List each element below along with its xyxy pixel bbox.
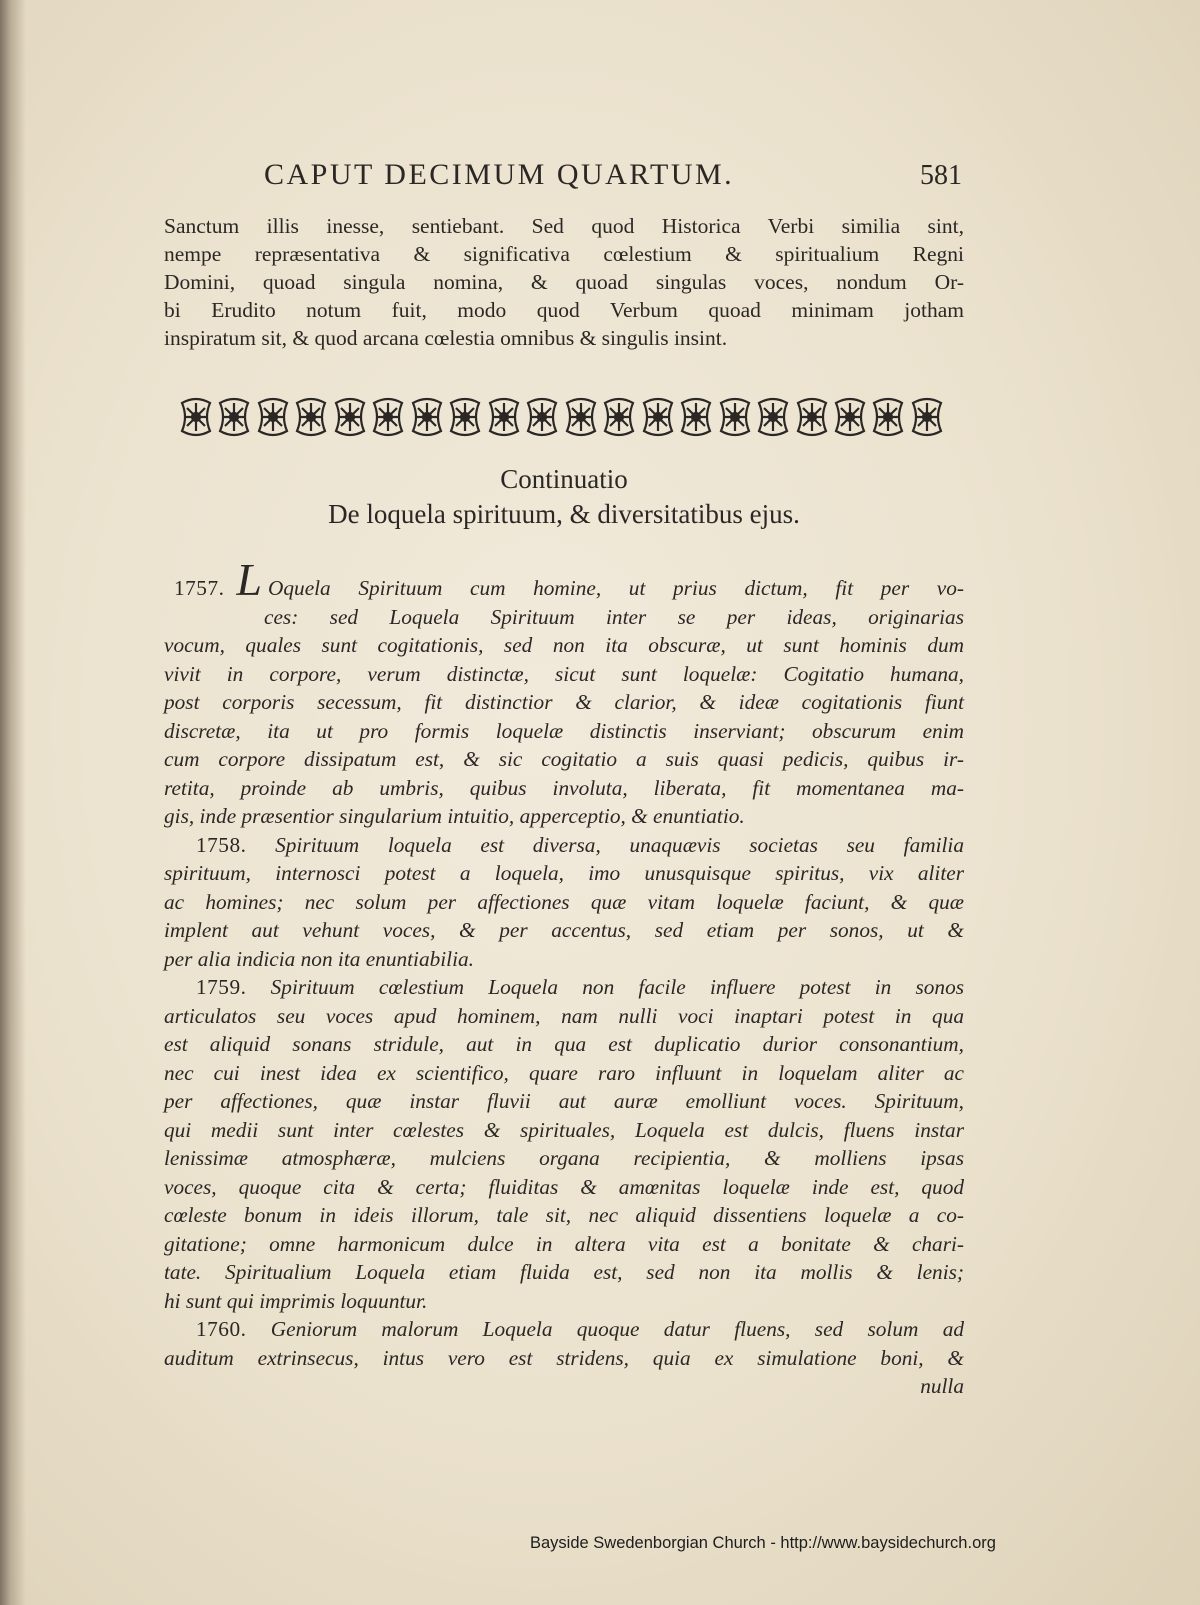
text-line: spirituum, internosci potest a loquela, imo unusquisque spiritus, vix aliter (164, 861, 964, 885)
paragraph-number: 1759. (196, 975, 247, 999)
text-line: per alia indicia non ita enuntiabilia. (164, 946, 474, 971)
text-line: ac homines; nec solum per affectiones quæ vitam loquelæ faciunt, & quæ (164, 889, 964, 914)
running-title: CAPUT DECIMUM QUARTUM. (264, 158, 735, 191)
paragraph-1757 (164, 554, 964, 831)
text-line: discretæ, ita ut pro formis loquelæ distinctis inserviant; obscurum enim (164, 718, 964, 743)
footer-credit: Bayside Swedenborgian Church - http://www.baysidechurch.org (530, 1534, 996, 1552)
paragraph-number: 1758. (196, 832, 247, 857)
text-line: nempe repræsentativa & significativa cœlestium & spiritualium Regni (164, 242, 964, 266)
text-line (164, 831, 964, 860)
text-line: lenissimæ atmosphæræ, mulciens organa recipientia, & molliens ipsas (164, 1146, 964, 1170)
fleuron-icon (409, 397, 445, 437)
text-line: gis, inde præsentior singularium intuitio, apperceptio, & enuntiatio. (164, 804, 745, 828)
line-text: Oquela Spirituum cum homine, ut prius dictum, fit per vo- (268, 576, 964, 600)
book-spine-shadow (0, 0, 26, 1605)
text-line (164, 1315, 964, 1344)
text-line: ces: sed Loquela Spirituum inter se per ideas, originarias (264, 604, 964, 629)
text-line: cum corpore dissipatum est, & sic cogitatio a suis quasi pedicis, quibus ir- (164, 747, 964, 771)
text-line (164, 554, 964, 605)
catchword: nulla (920, 1374, 964, 1398)
line-text: Spirituum cœlestium Loquela non facile influere potest in sonos (270, 975, 965, 999)
text-line: implent aut vehunt voces, & per accentus, sed etiam per sonos, ut & (164, 918, 964, 942)
text-line: hi sunt qui imprimis loquuntur. (164, 1288, 428, 1313)
fleuron-icon (332, 397, 368, 437)
text-line: post corporis secessum, fit distinctior & clarior, & ideæ cogitationis fiunt (164, 690, 964, 714)
carryover-paragraph (164, 212, 964, 352)
line-text: Geniorum malorum Loquela quoque datur fluens, sed solum ad (270, 1317, 964, 1341)
text-line: retita, proinde ab umbris, quibus involuta, liberata, fit momentanea ma- (164, 775, 964, 800)
fleuron-icon (524, 397, 560, 437)
fleuron-icon (640, 397, 676, 437)
text-line: vocum, quales sunt cogitationis, sed non ita obscuræ, ut sunt hominis dum (164, 633, 964, 657)
text-line: Domini, quoad singula nomina, & quoad singulas voces, nondum Or- (164, 270, 964, 294)
fleuron-icon (909, 397, 945, 437)
text-line: voces, quoque cita & certa; fluiditas & amœnitas loquelæ inde est, quod (164, 1174, 964, 1199)
text-line: gitatione; omne harmonicum dulce in altera vita est a bonitate & chari- (164, 1231, 964, 1256)
paragraph-number: 1760. (196, 1317, 247, 1341)
section-heading: Continuatio (500, 464, 628, 494)
fleuron-icon (178, 397, 214, 437)
text-line: articulatos seu voces apud hominem, nam nulli voci inaptari potest in qua (164, 1003, 964, 1028)
drop-cap: L (236, 554, 263, 605)
ornament-band (178, 393, 945, 441)
fleuron-icon (563, 397, 599, 437)
text-line: qui medii sunt inter cœlestes & spirituales, Loquela est dulcis, fluens instar (164, 1117, 964, 1142)
page-header (164, 158, 964, 200)
fleuron-icon (293, 397, 329, 437)
paragraph-number: 1757. (174, 576, 225, 600)
text-line: est aliquid sonans stridule, aut in qua est duplicatio durior consonantium, (164, 1032, 964, 1056)
text-line: auditum extrinsecus, intus vero est stridens, quia ex simulatione boni, & (164, 1345, 964, 1370)
fleuron-icon (755, 397, 791, 437)
fleuron-icon (447, 397, 483, 437)
text-line: cœleste bonum in ideis illorum, tale sit, nec aliquid dissentiens loquelæ a co- (164, 1203, 964, 1227)
text-line: bi Erudito notum fuit, modo quod Verbum quoad minimam jotham (164, 298, 964, 322)
fleuron-icon (486, 397, 522, 437)
text-line: inspiratum sit, & quod arcana cœlestia omnibus & singulis insint. (164, 326, 728, 350)
text-line: tate. Spiritualium Loquela etiam fluida est, sed non ita mollis & lenis; (164, 1260, 964, 1284)
text-line: nec cui inest idea ex scientifico, quare raro influunt in loquelam aliter ac (164, 1060, 964, 1085)
text-line: vivit in corpore, verum distinctæ, sicut sunt loquelæ: Cogitatio humana, (164, 661, 964, 686)
fleuron-icon (678, 397, 714, 437)
fleuron-icon (832, 397, 868, 437)
fleuron-icon (717, 397, 753, 437)
text-line: per affectiones, quæ instar fluvii aut auræ emolliunt voces. Spirituum, (164, 1089, 964, 1113)
fleuron-icon (601, 397, 637, 437)
paragraph-1758 (164, 831, 964, 974)
line-text: Spirituum loquela est diversa, unaquævis societas seu familia (275, 832, 964, 857)
fleuron-icon (216, 397, 252, 437)
paragraph-1760 (164, 1315, 964, 1401)
fleuron-icon (794, 397, 830, 437)
section-subheading: De loquela spirituum, & diversitatibus ejus. (328, 499, 800, 529)
paragraph-1759 (164, 973, 964, 1315)
italic-body (164, 554, 965, 1401)
text-line (164, 973, 964, 1002)
page-number: 581 (920, 160, 962, 191)
text-line: Sanctum illis inesse, sentiebant. Sed quod Historica Verbi similia sint, (164, 214, 964, 238)
fleuron-icon (255, 397, 291, 437)
fleuron-icon (870, 397, 906, 437)
fleuron-icon (370, 397, 406, 437)
